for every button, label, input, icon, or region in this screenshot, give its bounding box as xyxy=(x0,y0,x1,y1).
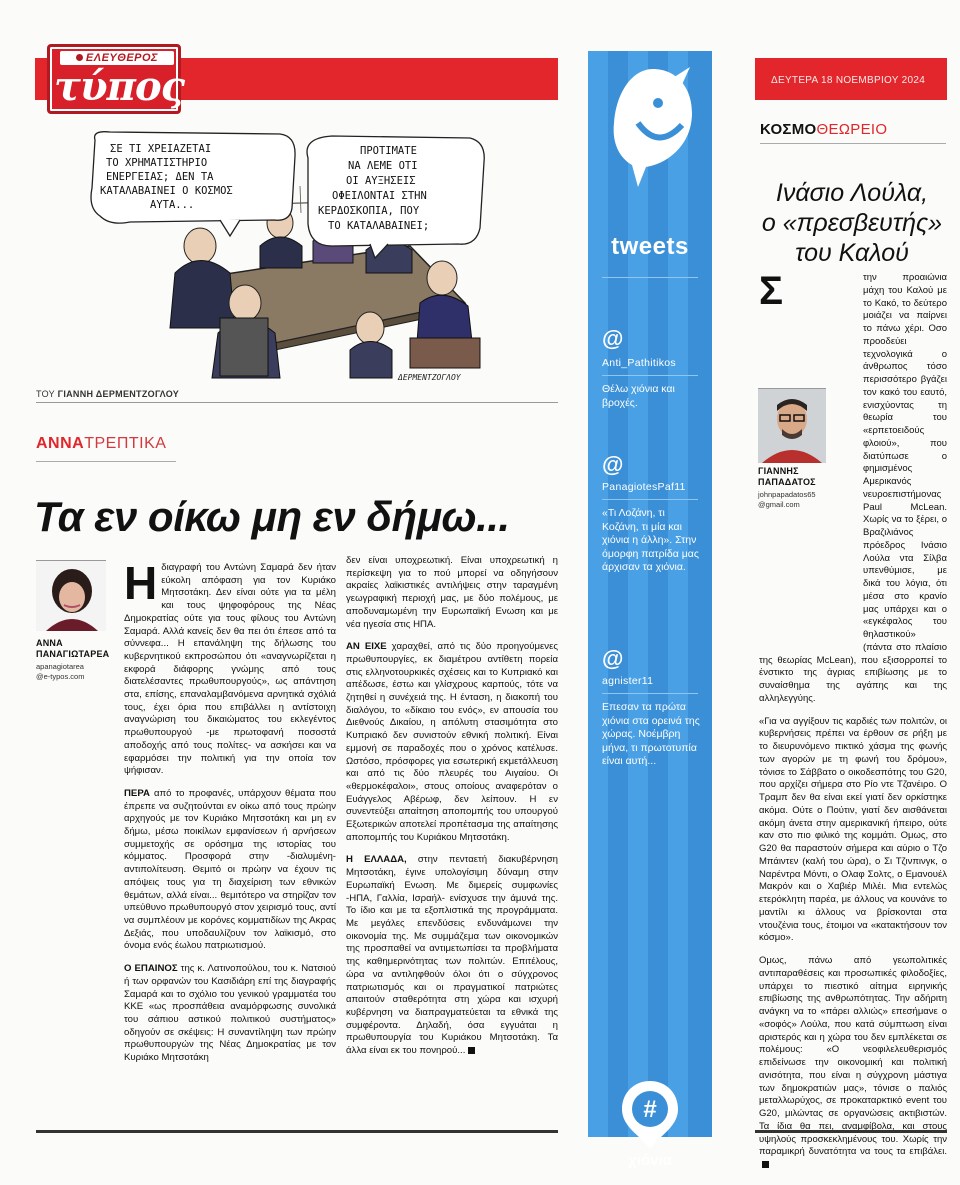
author-name xyxy=(36,638,109,660)
paragraph-text: Ομως, πάνω από γεωπολιτικές αντιπαραθέσεις και προσωπικές φιλοδοξίες, υπάρχει το πιεστικό αίτημα ειρηνικής επιβίωσης της ανθρωπότητας. Την αδήριτη ανάγκη να το «πάρει αλλιώς» επεσήμανε ο «σοφός» Λούλα, που κατά σύμπτωση είναι αριστερός και η χώρα του δεν εμπλέκεται σε πολέμους: «Ο νεοφιλελευθερισμός επιδείνωσε την οικονομική και πολιτική ανισότητα, που είναι η σύγχρονη μάστιγα των δημοκρατιών μας», τόνισε ο παλιός μεταλλωρύχος, σε προκαταρκτικό event του G20, μιλώντας σε οργανώσεις ακτιβιστών. Τα ίδια θα πει, αναμφίβολα, και στους υψηλούς προσκεκλημένους του. Χωρίς την παραμικρή δυνατότητα να τους τα επιβάλει. xyxy=(759,955,947,1158)
divider xyxy=(602,277,698,278)
author-email-line: apanagiotarea xyxy=(36,662,84,671)
paragraph xyxy=(759,955,947,1172)
cartoon-bubble-left-line: ΤΟ ΧΡΗΜΑΤΙΣΤΗΡΙΟ xyxy=(106,157,208,169)
political-cartoon xyxy=(70,128,490,386)
tweets-sidebar xyxy=(588,51,712,1169)
author-email xyxy=(758,490,816,510)
svg-text:#: # xyxy=(643,1096,657,1123)
article-headline xyxy=(757,178,947,268)
cartoon-bubble-left-line: ΣΕ ΤΙ ΧΡΕΙΑΖΕΤΑΙ xyxy=(110,143,212,155)
kicker-rest: ΘΕΩΡΕΙΟ xyxy=(816,121,888,138)
divider xyxy=(602,375,698,376)
cartoon-bubble-left-line: ΚΑΤΑΛΑΒΑΙΝΕΙ Ο ΚΟΣΜΟΣ xyxy=(100,185,233,197)
paragraph-lead: Η ΕΛΛΑΔΑ, xyxy=(346,854,407,866)
divider xyxy=(602,499,698,500)
author-photo xyxy=(758,388,826,462)
paragraph-text: δεν είναι υποχρεωτική. Είναι υποχρεωτική η περίσκεψη για το πού μπορεί να οδηγήσουν ακραίες λαϊκιστικές αντιλήψεις στην ταραγμένη γεωγραφική περιοχή μας, με δύο πολέμους, με αποδυναμωμένη την Ευρωπαϊκή Ενωση και με νέα ηγεσία στις ΗΠΑ. xyxy=(346,555,558,630)
article-headline: Τα εν οίκω μη εν δήμω... xyxy=(34,493,510,540)
author-name-line: ΓΙΑΝΝΗΣ xyxy=(758,466,799,476)
paragraph xyxy=(759,716,947,946)
logo-top-text: ΕΛΕΥΘΕΡΟΣ xyxy=(85,52,159,64)
paragraph xyxy=(759,269,947,706)
paragraph-lead: ΠΕΡΑ xyxy=(124,787,150,799)
at-icon: @ xyxy=(602,326,624,351)
newspaper-logo xyxy=(47,44,184,114)
divider xyxy=(602,693,698,694)
article-column-1 xyxy=(124,557,336,1075)
column-kicker xyxy=(36,435,166,453)
at-icon: @ xyxy=(602,452,624,477)
article-column-2 xyxy=(346,555,558,1068)
paragraph-text: στην πενταετή διακυβέρνηση Μητσοτάκη, έγινε υπολογίσιμη δύναμη στην Ευρωπαϊκή Ενωση. Με διμερείς συμφωνίες -ΗΠΑ, Γαλλία, Ισραήλ- ενίσχυσε την άμυνά της. Το ίδιο και με τα εξοπλιστικά της προγράμματα. Με μεγάλες επενδύσεις ενδυνάμωνει την οικονομία της. Με συμμάζεμα των οικονομικών της προσπαθεί να αντιμετωπίσει τα προβλήματα της καθημερινότητας των πολιτών. Επιτέλους, ώρα να αντιληφθούν όλοι ότι ο σύγχρονος πατριωτισμός και οι πραγματικοί πατριώτες απαιτούν σταθερότητα στη χώρα και ισχυρή κυβέρνηση να διαπραγματεύεται τα εθνικά της συμφέροντα. Δηλαδή, όσα εγγυάται η πρωθυπουργία του Κυριάκου Μητσοτάκη. Τα άλλα είναι εκ του πονηρού... xyxy=(346,854,558,1057)
tweet-handle: Anti_Pathitikos xyxy=(602,357,676,369)
paragraph-text: της κ. Λατινοπούλου, του κ. Νατσιού ή των ορφανών του Κασιδιάρη επί της διαγραφής Σαμαρά και το σχόλιο του γενικού γραμματέα του ΚΚΕ «ως προσπάθεια αναμόρφωσης συνολικά του σάπιου αστικού πολιτικού συστήματος» οδηγούν σε σκέψεις: Η συναντίληψη των πρώην πρωθυπουργών της Νέας Δημοκρατίας με τον Κυριάκο Μητσοτάκη xyxy=(124,963,336,1064)
cartoon-bubble-right-line: ΠΡΟΤΙΜΑΤΕ xyxy=(360,145,417,157)
author-name-line: ΑΝΝΑ xyxy=(36,638,63,648)
tweet-handle: PanagiotesPaf11 xyxy=(602,481,686,493)
credit-prefix: ΤΟΥ xyxy=(36,389,55,399)
divider xyxy=(755,1130,947,1133)
cartoon-bubble-left-line: ΑΥΤΑ... xyxy=(150,199,195,211)
hashtag-pin-icon xyxy=(620,1079,680,1151)
at-icon: @ xyxy=(602,646,624,671)
tweets-footer-hashtag: χιόνια xyxy=(628,1152,672,1169)
drop-cap: Σ xyxy=(759,269,784,313)
issue-date: ΔΕΥΤΕΡΑ 18 ΝΟΕΜΒΡΙΟΥ 2024 xyxy=(771,75,926,86)
divider xyxy=(760,143,946,144)
paragraph-lead: Ο ΕΠΑΙΝΟΣ xyxy=(124,963,178,975)
paragraph-text: «Για να αγγίξουν τις καρδιές των πολιτών, οι κυβερνήσεις πρέπει να έρθουν σε ρήξη με το διευρυνόμενο πικτικό χάσμα της φωνής των αγορών με τη φωνή του δρόμου», τόνισε το Σάββατο ο οικοδεσπότης του G20, που αρχίζει σήμερα στο Ρίο ντε Τζανέιρο. Ο Τραμπ δεν θα είναι εκεί γιατί δεν ορκίστηκε ακόμα. Ούτε ο Πούτιν, γιατί δεν αισθάνεται ακόμη άνετα στην αμερικανική ήπειρο, ούτε καν στο πιο φιλικό της κομμάτι. Ομως, στο G20 θα παραστούν σήμερα και αύριο ο Τζο Μπάιντεν (καλή του ώρα), ο Σι Τζινπινγκ, ο Ναρέντρα Μόντι, ο Ολαφ Σολτς, ο Εμανουέλ Μακρόν και ο Χαβιέρ Μιλέι. Μια εντελώς ετερόκλητη παρέα, με άλλους να κουνάνε το μαντίλι κι άλλους να βρίσκονται στα ντουζένια τους, έτοιμοι να «κατακτήσουν τον κόσμο». xyxy=(759,715,947,944)
logo-main-text: τύπος xyxy=(54,63,184,110)
author-email-line: johnpapadatos65 xyxy=(758,490,816,499)
cartoon-bubble-left-line: ΕΝΕΡΓΕΙΑΣ; ΔΕΝ ΤΑ xyxy=(106,171,214,183)
cartoon-bubble-right-line: ΤΟ ΚΑΤΑΛΑΒΑΙΝΕΙ; xyxy=(328,220,430,232)
paragraph-text: διαγραφή του Αντώνη Σαμαρά δεν ήταν εύκολη απόφαση για τον Κυριάκο Μητσοτάκη. Δεν είναι ούτε για τα μέλη και τους ψηφοφόρους της Νέας Δημοκρατίας ούτε για τους φίλους του Αντώνη Σαμαρά. Αλλά κανείς δεν θα πει ότι έπεσε από τα σύννεφα... Η επανάληψη της δήλωσης του κυβερνητικού εκπροσώπου ότι «αναγνωρίζεται η εκφορά διάφορης γνώμης από τους διατελέσαντες πρωθυπουργούς», ως απάντηση στα, επίσης, επαναλαμβανόμενα αρνητικά σχόλιά τους, έχει όρια που επιβάλλει η αντίστοιχη αναγνώριση του δικαιώματος του εκλεγέντος πρωθυπουργού -με πρωτοφανή ποσοστά αποδοχής από τους πολίτες- να ασκήσει και να εφαρμόσει την πολιτική για την οποία τον ψήφισαν. xyxy=(124,562,336,777)
author-portrait-icon xyxy=(36,561,106,631)
paragraph xyxy=(346,555,558,631)
divider xyxy=(36,1130,558,1133)
divider xyxy=(36,402,558,403)
cartoon-credit xyxy=(36,389,179,399)
cartoon-bubble-right-line: ΚΕΡΔΟΣΚΟΠΙΑ, ΠΟΥ xyxy=(318,205,420,217)
paragraph xyxy=(346,641,558,844)
author-name-line: ΠΑΠΑΔΑΤΟΣ xyxy=(758,477,816,487)
author-email-line: @e-typos.com xyxy=(36,672,85,681)
cartoon-bubble-right-line: ΟΙ ΑΥΞΗΣΕΙΣ xyxy=(346,175,416,187)
column-kicker xyxy=(760,121,887,138)
tweet-bird-icon xyxy=(608,61,698,191)
tweet-text: Θέλω χιόνια και βροχές. xyxy=(602,383,675,409)
kicker-rest: ΤΡΕΠΤΙΚΑ xyxy=(84,435,167,452)
paragraph xyxy=(124,963,336,1065)
headline-line: ο «πρεσβευτής» xyxy=(761,209,943,237)
paragraph xyxy=(346,854,558,1057)
author-portrait-icon xyxy=(758,389,826,463)
headline-line: του Καλού xyxy=(795,239,909,267)
headline-line: Ινάσιο Λούλα, xyxy=(775,179,929,207)
author-name-line: ΠΑΝΑΓΙΩΤΑΡΕΑ xyxy=(36,649,110,659)
author-name xyxy=(758,466,816,488)
cartoon-bubble-right-line: ΝΑ ΛΕΜΕ ΟΤΙ xyxy=(348,160,418,172)
paragraph-text: από το προφανές, υπάρχουν θέματα που έπρεπε να συζητούνται εν οίκω από τους πρώην αρχηγούς με τον Κυριάκο Μητσοτάκη και μη εν δήμω, μέσω ποικίλων εμφανίσεων ή αρνήσεων συμμετοχής σε ορόσημα της ιστορίας του κόμματος. Προσφορά στην -διαλυμένη- αντιπολίτευση. Θεμιτό οι πρώην να έχουν τις απόψεις τους για τη διαχείριση των εθνικών θεμάτων, αλλά είναι... θεμιτότερο να στηρίζαν τον υπεύθυνο πρωθυπουργό στον χειρισμό τους, αντί να συμπλέουν με κορόνες κομματιδίων της Ακρας Δεξιάς, που υποδαυλίζουν τον λαϊκισμό, στο όνομα ενός έωλου πατριωτισμού. xyxy=(124,787,336,952)
paragraph xyxy=(124,557,336,778)
credit-name: ΓΙΑΝΝΗ ΔΕΡΜΕΝΤΖΟΓΛΟΥ xyxy=(57,389,180,399)
author-email xyxy=(36,662,84,682)
cartoon-bubble-right-line: ΟΦΕΙΛΟΝΤΑΙ ΣΤΗΝ xyxy=(332,190,427,202)
tweet-text: «Τι Λοζάνη, τι Κοζάνη, τι μία και χιόνια η άλλη». Στην όμορφη πατρίδα μας άρχισαν τα χιόνια. xyxy=(602,507,699,573)
paragraph xyxy=(124,788,336,953)
kicker-bold: ΚΟΣΜΟ xyxy=(760,121,817,138)
drop-cap: Η xyxy=(124,557,158,609)
paragraph-lead: ΑΝ ΕΙΧΕ xyxy=(346,641,387,653)
author-email-line: @gmail.com xyxy=(758,500,800,509)
kicker-bold: ΑΝΝΑ xyxy=(36,435,85,452)
tweet-handle: agnister11 xyxy=(602,675,654,687)
tweets-title: tweets xyxy=(611,233,689,260)
author-photo xyxy=(36,560,106,630)
end-mark-icon xyxy=(468,1047,475,1054)
cartoon-signature: ΔΕΡΜΕΝΤΖΟΓΛΟΥ xyxy=(398,373,461,382)
divider xyxy=(36,461,176,462)
end-mark-icon xyxy=(762,1161,769,1168)
paragraph-text: χαραχθεί, από τις δύο προηγούμενες πρωθυπουργίες, εκ διαμέτρου αντίθετη πορεία στις ελληνοτουρκικές σχέσεις και το Κυπριακό και απέδωσε, έστω και γλίσχρους καρπούς, τότε να ζητηθεί η συνέχειά της. Η ένταση, η διακοπή του διαλόγου, το «δίκαιο του ενός», εν απουσία του Διεθνούς Δικαίου, η απόλυτη στασιμότητα στο Κυπριακό δεν συνιστούν εθνική πολιτική. Είναι εμμονή σε παραδοχές που ο χρόνος κατέλυσε. Ωστόσο, πρόσφορες για εσωτερική εκμετάλλευση και από τις δύο πλευρές του Αιγαίου. Οι «θερμοκέφαλοι», στους οποίους αναφερόταν ο Ευάγγελος Αβέρωφ, δεν λείπουν. Η εν συνεντεύξει απαίτηση αποπομπής του υπουργού Εξωτερικών αποτελεί προπέτασμα της απαίτησης αποπομπής του Κυριάκου Μητσοτάκη. xyxy=(346,641,558,843)
tweet-text: Επεσαν τα πρώτα χιόνια στα ορεινά της χώρας. Νοέμβρη μήνα, τι πρωτοτυπία είναι αυτή... xyxy=(602,701,700,767)
paragraph-text: την προαιώνια μάχη του Καλού με το Κακό, το δεύτερο μοιάζει να παίρνει το πάνω χέρι. Οσο προοδεύει τεχνολογικά ο άνθρωπος τόσο περισσότερο βγάζει τον κακό του εαυτό, ενισχύοντας τη θεωρία του «ερπετοειδούς φλοιού», που διατύπωσε ο φημισμένος Αμερικανός νευροεπιστήμονας Paul McLean. Χωρίς να το ξέρει, ο Βραζιλιάνος πρόεδρος Ινάσιο Λούλα ντα Σίλβα υπενθύμισε, με δικά του λόγια, ότι μέσα στο κρανίο μας υπάρχει και ο «εγκέφαλος του θηλαστικού» (πάντα στο πλαίσιο της θεωρίας McLean), που εξισορροπεί το ένστικτο της άγριας επιβίωσης με το συναίσθημα της αγάπης και της αλληλεγγύης. xyxy=(759,272,947,704)
